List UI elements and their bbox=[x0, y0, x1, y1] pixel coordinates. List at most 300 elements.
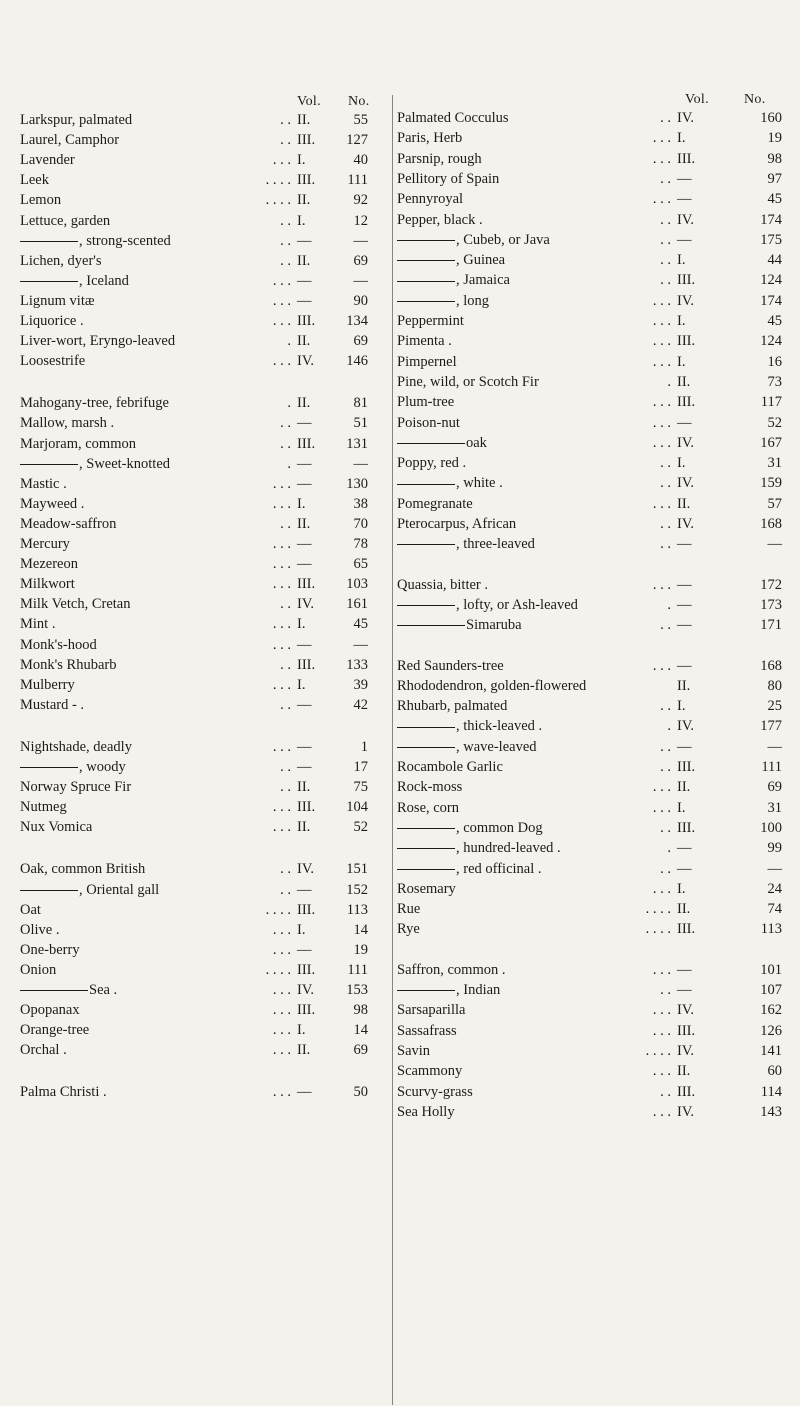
index-entry bbox=[397, 901, 800, 921]
index-entry bbox=[20, 556, 392, 576]
entry-name-text: Simaruba bbox=[466, 617, 522, 634]
leader-dots: . bbox=[287, 395, 291, 412]
entry-number: 25 bbox=[767, 698, 782, 715]
leader-dots: . . . bbox=[652, 1002, 671, 1019]
index-entry bbox=[397, 1043, 800, 1063]
leader-dots: . . . . bbox=[265, 192, 291, 209]
entry-name-text: Sea . bbox=[89, 982, 118, 998]
entry-name-text: Oak, common British bbox=[20, 861, 146, 878]
entry-number: 177 bbox=[760, 718, 782, 735]
entry-name-text: Rose, corn bbox=[397, 799, 460, 816]
volume-number: III. bbox=[677, 150, 696, 167]
leader-dots: . . . bbox=[272, 292, 291, 309]
entry-name-text: , Oriental gall bbox=[79, 881, 160, 898]
entry-number: — bbox=[353, 232, 368, 249]
index-entry bbox=[397, 496, 800, 516]
entry-name bbox=[20, 233, 171, 250]
repeat-dash bbox=[397, 747, 455, 748]
entry-number: 168 bbox=[760, 657, 782, 674]
index-entry bbox=[20, 253, 392, 273]
leader-dots: . . bbox=[280, 656, 291, 673]
entry-name-text: Norway Spruce Fir bbox=[20, 779, 132, 796]
index-entry bbox=[397, 1084, 800, 1104]
volume-number: — bbox=[297, 881, 312, 898]
entry-number: 14 bbox=[353, 1022, 368, 1039]
repeat-dash bbox=[397, 869, 455, 870]
index-entry bbox=[20, 1084, 392, 1104]
entry-name bbox=[397, 354, 457, 371]
volume-number: IV. bbox=[677, 1103, 695, 1120]
leader-dots: . . . . bbox=[645, 921, 671, 938]
volume-number: II. bbox=[297, 779, 311, 796]
leader-dots: . . bbox=[280, 415, 291, 432]
entry-number: 143 bbox=[760, 1103, 782, 1120]
volume-number: III. bbox=[297, 435, 316, 452]
volume-number: IV. bbox=[677, 110, 695, 126]
volume-number: I. bbox=[297, 212, 306, 229]
entry-name bbox=[20, 637, 97, 654]
entry-number: 173 bbox=[760, 596, 782, 613]
entry-number: 50 bbox=[353, 1084, 368, 1101]
entry-name bbox=[20, 456, 170, 473]
index-entry bbox=[397, 840, 800, 860]
index-entry bbox=[397, 617, 800, 637]
index-entry bbox=[20, 516, 392, 536]
entry-number: 24 bbox=[767, 880, 782, 897]
entry-name-text: Pimenta . bbox=[397, 333, 452, 350]
entry-name-text: , long bbox=[456, 292, 490, 309]
entry-name-text: Leek bbox=[20, 172, 49, 189]
entry-number: 134 bbox=[346, 313, 368, 329]
leader-dots: . . . bbox=[652, 495, 671, 512]
leader-dots: . . . . bbox=[265, 901, 291, 918]
entry-name bbox=[397, 1043, 430, 1060]
entry-name-text: Pennyroyal bbox=[397, 191, 464, 208]
entry-name-text: Mallow, marsh . bbox=[20, 415, 115, 432]
index-entry bbox=[397, 779, 800, 799]
entry-name-text: Onion bbox=[20, 961, 57, 978]
entry-name-text: Milkwort bbox=[20, 576, 75, 593]
leader-dots: . . . bbox=[272, 982, 291, 998]
entry-number: — bbox=[767, 738, 782, 755]
index-entry bbox=[397, 272, 800, 292]
entry-number: 92 bbox=[353, 192, 368, 209]
index-entry bbox=[397, 110, 800, 130]
volume-number: — bbox=[677, 576, 692, 593]
entry-name bbox=[20, 536, 70, 553]
volume-number: III. bbox=[677, 333, 696, 350]
entry-name bbox=[397, 718, 542, 735]
entry-number: 133 bbox=[346, 656, 368, 673]
volume-number: — bbox=[297, 759, 312, 775]
entry-number: 160 bbox=[760, 110, 782, 126]
entry-name bbox=[20, 657, 116, 674]
leader-dots: . . . bbox=[652, 779, 671, 796]
entry-name bbox=[20, 293, 95, 310]
index-entry bbox=[397, 130, 800, 150]
repeat-dash bbox=[397, 301, 455, 302]
entry-name bbox=[20, 902, 41, 919]
entry-number: 45 bbox=[767, 313, 782, 329]
entry-number: 39 bbox=[353, 676, 368, 693]
leader-dots: . . . bbox=[272, 475, 291, 492]
leader-dots: . . bbox=[280, 252, 291, 269]
entry-name-text: Mayweed . bbox=[20, 495, 85, 512]
entry-number: 97 bbox=[767, 170, 782, 187]
entry-name-text: Orange-tree bbox=[20, 1022, 90, 1039]
leader-dots: . . . . bbox=[265, 172, 291, 189]
index-entry bbox=[397, 881, 800, 901]
leader-dots: . . . bbox=[652, 1022, 671, 1039]
entry-number: 69 bbox=[353, 333, 368, 350]
entry-name-text: Lichen, dyer's bbox=[20, 252, 102, 269]
entry-number: 168 bbox=[760, 516, 782, 532]
entry-number: 80 bbox=[767, 677, 782, 694]
entry-number: 113 bbox=[760, 921, 782, 938]
entry-number: 124 bbox=[760, 333, 782, 350]
entry-name bbox=[20, 1002, 80, 1019]
entry-name-text: Plum-tree bbox=[397, 394, 455, 411]
entry-name bbox=[20, 273, 129, 290]
repeat-dash bbox=[20, 990, 88, 991]
leader-dots: . . . bbox=[652, 313, 671, 329]
entry-name bbox=[397, 536, 535, 553]
entry-name bbox=[397, 739, 537, 756]
entry-number: 174 bbox=[760, 292, 782, 309]
entry-name bbox=[397, 921, 420, 938]
leader-dots: . . . bbox=[652, 333, 671, 350]
volume-number: — bbox=[297, 556, 312, 573]
leader-dots: . . . bbox=[272, 353, 291, 370]
leader-dots: . . . bbox=[652, 353, 671, 370]
volume-number: III. bbox=[677, 759, 696, 775]
entry-number: 42 bbox=[353, 696, 368, 713]
volume-number: III. bbox=[297, 901, 316, 918]
volume-number: II. bbox=[297, 515, 311, 532]
entry-name-text: Nux Vomica bbox=[20, 819, 93, 836]
entry-number: 100 bbox=[760, 819, 782, 836]
volume-number: II. bbox=[677, 1063, 691, 1080]
vol-header: Vol. bbox=[685, 92, 709, 107]
entry-number: 45 bbox=[767, 191, 782, 208]
leader-dots: . . bbox=[280, 881, 291, 898]
volume-number: — bbox=[677, 961, 692, 978]
volume-number: — bbox=[297, 475, 312, 492]
entry-name bbox=[20, 759, 126, 776]
index-entry bbox=[397, 1063, 800, 1083]
volume-number: I. bbox=[297, 1022, 306, 1039]
entry-number: 17 bbox=[353, 759, 368, 775]
entry-name-text: Monk's-hood bbox=[20, 636, 97, 653]
volume-number: II. bbox=[297, 112, 311, 128]
index-entry bbox=[397, 921, 800, 941]
entry-name bbox=[20, 576, 75, 593]
index-entry bbox=[397, 820, 800, 840]
entry-name bbox=[20, 861, 145, 878]
entry-name bbox=[20, 922, 59, 939]
entry-name bbox=[397, 840, 561, 857]
volume-number: III. bbox=[297, 656, 316, 673]
entry-number: 57 bbox=[767, 495, 782, 512]
entry-number: 174 bbox=[760, 211, 782, 228]
leader-dots: . . . bbox=[652, 292, 671, 309]
leader-dots: . . . . bbox=[645, 901, 671, 918]
entry-number: 75 bbox=[353, 779, 368, 796]
entry-name bbox=[397, 820, 543, 837]
entry-name-text: Liquorice . bbox=[20, 313, 84, 329]
volume-number: I. bbox=[677, 313, 686, 329]
entry-name-text: Pepper, black . bbox=[397, 211, 483, 228]
repeat-dash bbox=[397, 727, 455, 728]
index-entry bbox=[20, 415, 392, 435]
entry-name-text: Nutmeg bbox=[20, 799, 67, 816]
entry-name bbox=[397, 861, 542, 878]
entry-number: 73 bbox=[767, 373, 782, 390]
entry-number: 146 bbox=[346, 353, 368, 370]
entry-number: 1 bbox=[360, 738, 368, 755]
entry-name bbox=[20, 596, 130, 613]
volume-number: — bbox=[677, 982, 692, 998]
leader-dots: . . . bbox=[272, 676, 291, 693]
entry-number: 117 bbox=[760, 394, 782, 411]
index-entry bbox=[20, 233, 392, 253]
volume-number: III. bbox=[677, 921, 696, 938]
entry-number: 19 bbox=[353, 941, 368, 958]
entry-name bbox=[397, 698, 507, 715]
volume-number: IV. bbox=[677, 718, 695, 735]
volume-number: — bbox=[297, 636, 312, 653]
volume-number: — bbox=[297, 455, 312, 472]
index-entry bbox=[397, 252, 800, 272]
repeat-dash bbox=[20, 464, 78, 465]
entry-name bbox=[397, 475, 503, 492]
entry-name bbox=[397, 658, 504, 675]
volume-number: III. bbox=[677, 272, 696, 289]
leader-dots: . . . bbox=[272, 536, 291, 552]
leader-dots: . . . bbox=[652, 414, 671, 431]
repeat-dash bbox=[20, 890, 78, 891]
volume-number: III. bbox=[297, 313, 316, 329]
entry-number: 162 bbox=[760, 1002, 782, 1019]
entry-name-text: Loosestrife bbox=[20, 353, 86, 370]
repeat-dash bbox=[397, 848, 455, 849]
leader-dots: . bbox=[287, 333, 291, 350]
leader-dots: . . . bbox=[272, 1002, 291, 1019]
entry-name-text: , strong-scented bbox=[79, 232, 171, 249]
volume-number: IV. bbox=[297, 982, 315, 998]
entry-number: 98 bbox=[767, 150, 782, 167]
volume-number: II. bbox=[677, 901, 691, 918]
entry-name bbox=[20, 962, 56, 979]
volume-number: III. bbox=[297, 961, 316, 978]
index-entry bbox=[20, 333, 392, 353]
index-entry bbox=[397, 577, 800, 597]
entry-number: 69 bbox=[353, 252, 368, 269]
entry-number: 159 bbox=[760, 475, 782, 492]
entry-name-text: , white . bbox=[456, 475, 503, 492]
entry-name bbox=[20, 333, 175, 350]
leader-dots: . . . bbox=[272, 152, 291, 169]
volume-number: I. bbox=[297, 152, 306, 169]
entry-number: — bbox=[767, 536, 782, 553]
leader-dots: . . bbox=[660, 617, 671, 634]
volume-number: II. bbox=[297, 395, 311, 412]
entry-name bbox=[397, 1002, 465, 1019]
volume-number: — bbox=[297, 696, 312, 713]
volume-number: IV. bbox=[677, 516, 695, 532]
index-entry bbox=[397, 333, 800, 353]
entry-name-text: Poppy, red . bbox=[397, 455, 467, 472]
volume-number: III. bbox=[677, 1022, 696, 1039]
entry-number: — bbox=[353, 636, 368, 653]
entry-number: 127 bbox=[346, 132, 368, 149]
entry-name bbox=[20, 172, 49, 189]
entry-name-text: , lofty, or Ash-leaved bbox=[456, 596, 578, 613]
entry-number: 98 bbox=[353, 1002, 368, 1019]
volume-number: II. bbox=[297, 192, 311, 209]
entry-name-text: Peppermint bbox=[397, 313, 464, 329]
entry-name-text: Rye bbox=[397, 921, 420, 938]
leader-dots: . . . bbox=[272, 1042, 291, 1059]
entry-number: 51 bbox=[353, 415, 368, 432]
leader-dots: . . . bbox=[272, 272, 291, 289]
index-entry bbox=[397, 1104, 800, 1124]
entry-name bbox=[20, 213, 110, 230]
entry-name-text: Sarsaparilla bbox=[397, 1002, 466, 1019]
entry-name-text: Lemon bbox=[20, 192, 62, 209]
entry-number: — bbox=[767, 860, 782, 877]
entry-name-text: Scammony bbox=[397, 1063, 463, 1080]
volume-number: — bbox=[677, 860, 692, 877]
index-entry bbox=[397, 415, 800, 435]
entry-number: — bbox=[353, 455, 368, 472]
entry-name bbox=[20, 697, 84, 714]
index-entry bbox=[397, 212, 800, 232]
entry-name-text: , wave-leaved bbox=[456, 738, 537, 755]
leader-dots: . . bbox=[660, 252, 671, 269]
leader-dots: . . . bbox=[652, 961, 671, 978]
repeat-dash bbox=[397, 828, 455, 829]
entry-name-text: Marjoram, common bbox=[20, 435, 136, 452]
entry-name-text: Pomegranate bbox=[397, 495, 473, 512]
volume-number: — bbox=[677, 738, 692, 755]
entry-name bbox=[397, 333, 452, 350]
leader-dots: . . bbox=[280, 435, 291, 452]
entry-name-text: Quassia, bitter . bbox=[397, 576, 489, 593]
entry-name bbox=[20, 799, 67, 816]
entry-number: 130 bbox=[346, 475, 368, 492]
index-entry bbox=[20, 1002, 392, 1022]
repeat-dash bbox=[397, 625, 465, 626]
volume-number: — bbox=[677, 231, 692, 248]
entry-name-text: Pine, wild, or Scotch Fir bbox=[397, 373, 539, 390]
index-entry bbox=[397, 982, 800, 1002]
entry-name-text: , thick-leaved . bbox=[456, 718, 543, 735]
volume-number: II. bbox=[297, 1042, 311, 1059]
index-entry bbox=[20, 213, 392, 233]
index-entry bbox=[397, 739, 800, 759]
volume-number: II. bbox=[297, 252, 311, 269]
leader-dots: . . bbox=[660, 211, 671, 228]
entry-number: 78 bbox=[353, 536, 368, 552]
index-entry bbox=[397, 354, 800, 374]
entry-name-text: , Guinea bbox=[456, 252, 506, 269]
leader-dots: . . . . bbox=[265, 961, 291, 978]
entry-name bbox=[20, 476, 67, 493]
repeat-dash bbox=[397, 990, 455, 991]
entry-number: 45 bbox=[353, 616, 368, 633]
volume-number: I. bbox=[677, 252, 686, 269]
index-entry bbox=[20, 819, 392, 839]
volume-number: IV. bbox=[677, 434, 695, 451]
entry-name bbox=[397, 455, 466, 472]
repeat-dash bbox=[20, 241, 78, 242]
leader-dots: . . bbox=[280, 232, 291, 249]
entry-name-text: Mulberry bbox=[20, 676, 75, 693]
entry-number: 38 bbox=[353, 495, 368, 512]
entry-number: 152 bbox=[346, 881, 368, 898]
entry-name bbox=[397, 272, 510, 289]
entry-number: 12 bbox=[353, 212, 368, 229]
entry-number: 31 bbox=[767, 799, 782, 816]
leader-dots: . . bbox=[660, 759, 671, 775]
leader-dots: . . bbox=[280, 132, 291, 149]
entry-name-text: One-berry bbox=[20, 941, 80, 958]
index-entry bbox=[397, 232, 800, 252]
entry-name-text: Pimpernel bbox=[397, 353, 457, 370]
entry-name bbox=[20, 779, 131, 796]
entry-number: 81 bbox=[353, 395, 368, 412]
entry-name-text: Rhododendron, golden-flowered bbox=[397, 677, 587, 694]
index-entry bbox=[397, 313, 800, 333]
volume-number: — bbox=[677, 170, 692, 187]
leader-dots: . . . bbox=[652, 657, 671, 674]
index-entry bbox=[397, 698, 800, 718]
entry-name bbox=[397, 779, 462, 796]
leader-dots: . . . bbox=[272, 921, 291, 938]
index-entry bbox=[20, 677, 392, 697]
index-entry bbox=[20, 313, 392, 333]
leader-dots: . bbox=[287, 455, 291, 472]
entry-number: 14 bbox=[353, 921, 368, 938]
leader-dots: . . bbox=[280, 861, 291, 878]
entry-number: 171 bbox=[760, 617, 782, 634]
entry-name-text: Rhubarb, palmated bbox=[397, 698, 508, 715]
volume-number: I. bbox=[677, 130, 686, 147]
index-entry bbox=[20, 616, 392, 636]
entry-name-text: Sea Holly bbox=[397, 1103, 455, 1120]
volume-number: — bbox=[297, 272, 312, 289]
index-entry bbox=[397, 151, 800, 171]
index-entry bbox=[397, 861, 800, 881]
entry-name bbox=[397, 962, 505, 979]
entry-number: 131 bbox=[346, 435, 368, 452]
leader-dots: . . bbox=[280, 759, 291, 775]
index-entry bbox=[20, 112, 392, 132]
leader-dots: . . bbox=[660, 536, 671, 553]
index-entry bbox=[397, 435, 800, 455]
entry-name bbox=[397, 374, 539, 391]
leader-dots: . . . bbox=[652, 1063, 671, 1080]
leader-dots: . . . bbox=[272, 556, 291, 573]
index-entry bbox=[397, 678, 800, 698]
leader-dots: . . bbox=[280, 596, 291, 613]
entry-name bbox=[397, 110, 509, 127]
entry-name bbox=[397, 151, 482, 168]
volume-number: III. bbox=[297, 132, 316, 149]
entry-name bbox=[397, 800, 459, 817]
entry-name-text: oak bbox=[466, 434, 487, 451]
